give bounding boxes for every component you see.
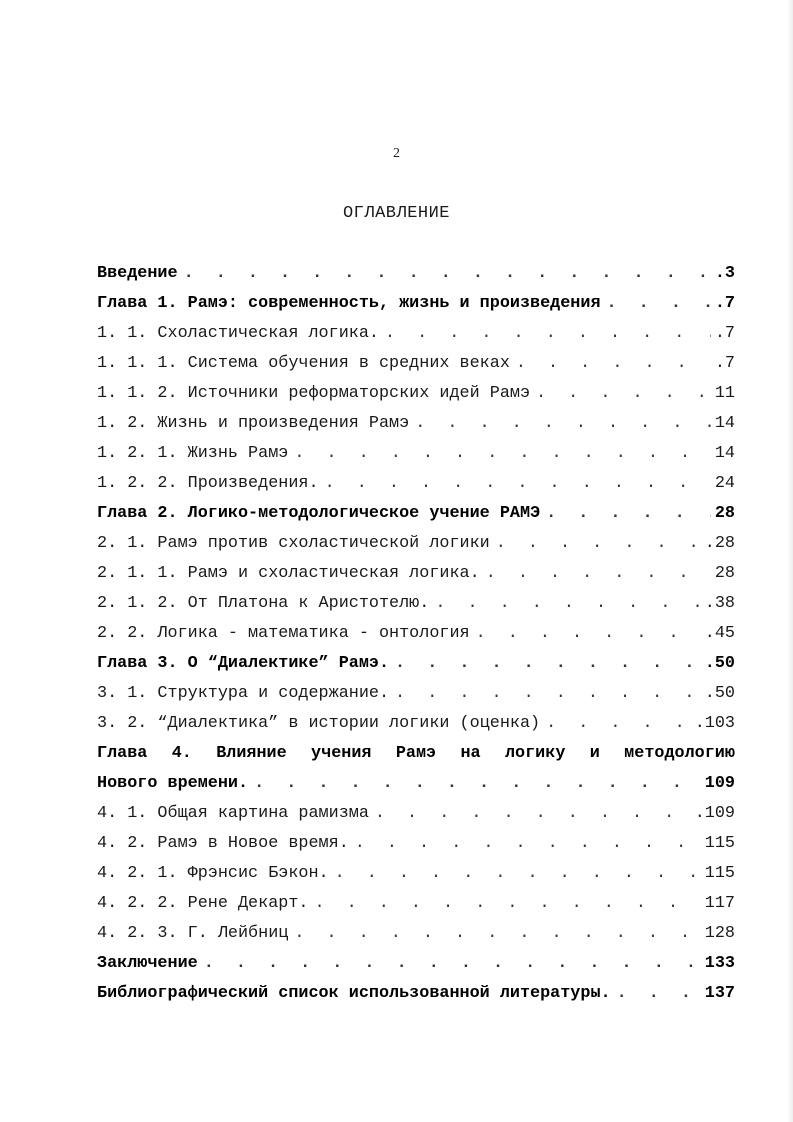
toc-entry-page: .50 <box>704 684 735 703</box>
toc-entry-label: Глава 3. О “Диалектике” Рамэ. <box>97 654 390 673</box>
toc-leader-dots <box>349 834 701 853</box>
toc-leader-dots <box>540 714 691 733</box>
toc-entry-label: 2. 1. 1. Рамэ и схоластическая логика. <box>97 564 480 583</box>
toc-heading-word: учения <box>311 744 372 763</box>
toc-heading-word: методологию <box>624 744 735 763</box>
toc-leader-dots <box>178 264 711 283</box>
toc-entry-page: 128 <box>704 924 735 943</box>
toc-entry-page: 133 <box>704 954 735 973</box>
toc-entry-page: 109 <box>704 774 735 793</box>
toc-entry-label: Введение <box>97 264 178 283</box>
toc-entry-page: 115 <box>704 864 735 883</box>
toc-entry-page: 24 <box>714 474 735 493</box>
toc-heading-word: Рамэ <box>395 744 437 763</box>
toc-leader-dots <box>288 924 700 943</box>
toc-entry[interactable] <box>97 294 735 324</box>
toc-entry-chapter4-line2[interactable] <box>97 774 735 804</box>
toc-entry[interactable] <box>97 624 735 654</box>
toc-entry-label: 4. 2. Рамэ в Новое время. <box>97 834 349 853</box>
toc-entry-page: .45 <box>704 624 735 643</box>
toc-entry-page: 117 <box>704 894 735 913</box>
toc-leader-dots <box>248 774 701 793</box>
toc-entry[interactable] <box>97 984 735 1014</box>
toc-entry-label: 1. 2. 1. Жизнь Рамэ <box>97 444 289 463</box>
toc-leader-dots <box>490 534 701 553</box>
toc-leader-dots <box>319 474 711 493</box>
toc-leader-dots <box>611 984 701 1003</box>
toc-entry-label: 1. 1. 2. Источники реформаторских идей Рамэ <box>97 384 531 403</box>
toc-leader-dots <box>480 564 711 583</box>
toc-entry-label: 1. 1. Схоластическая логика. <box>97 324 379 343</box>
toc-entry-label: 2. 1. 2. От Платона к Аристотелю. <box>97 594 430 613</box>
toc-entry[interactable] <box>97 384 735 414</box>
toc-entry-label: 2. 1. Рамэ против схоластической логики <box>97 534 490 553</box>
toc-leader-dots <box>329 864 701 883</box>
toc-entry[interactable] <box>97 534 735 564</box>
toc-leader-dots <box>601 294 711 313</box>
page-title: ОГЛАВЛЕНИЕ <box>342 204 451 223</box>
toc-entry-page: .7 <box>714 294 735 313</box>
toc-entry[interactable] <box>97 474 735 504</box>
toc-entry[interactable] <box>97 894 735 924</box>
toc-entry-page: .38 <box>704 594 735 613</box>
toc-entry-label: 1. 1. 1. Система обучения в средних веках <box>97 354 510 373</box>
toc-leader-dots <box>389 684 701 703</box>
toc-leader-dots <box>369 804 691 823</box>
toc-entry-label: 4. 2. 2. Рене Декарт. <box>97 894 309 913</box>
toc-entry-label: 1. 2. Жизнь и произведения Рамэ <box>97 414 410 433</box>
toc-entry-page: 11 <box>714 384 735 403</box>
toc-entry[interactable] <box>97 264 735 294</box>
toc-entry[interactable] <box>97 924 735 954</box>
toc-entry-page: .7 <box>714 324 735 343</box>
toc-entry[interactable] <box>97 324 735 354</box>
toc-entry-page: .28 <box>704 534 735 553</box>
toc-entry[interactable] <box>97 564 735 594</box>
toc-leader-dots <box>308 894 700 913</box>
toc-leader-dots <box>409 414 711 433</box>
toc-entry-page: 14 <box>714 444 735 463</box>
toc-entry-page: .3 <box>714 264 735 283</box>
toc-entry[interactable] <box>97 444 735 474</box>
toc-entry[interactable] <box>97 954 735 984</box>
toc-leader-dots <box>510 354 711 373</box>
table-of-contents <box>97 264 735 1014</box>
toc-entry[interactable] <box>97 804 735 834</box>
toc-entry-page: 14 <box>714 414 735 433</box>
page-edge-shadow <box>787 0 793 1122</box>
toc-leader-dots <box>288 444 711 463</box>
toc-heading-word: и <box>589 744 600 763</box>
toc-entry-page: 137 <box>704 984 735 1003</box>
toc-heading-word: на <box>460 744 481 763</box>
toc-leader-dots <box>389 654 701 673</box>
toc-entry-page: .7 <box>714 354 735 373</box>
toc-leader-dots <box>530 384 711 403</box>
toc-entry-page: 28 <box>714 564 735 583</box>
toc-entry-label: Библиографический список использованной литературы. <box>97 984 611 1003</box>
toc-heading-word: 4. <box>171 744 192 763</box>
toc-entry[interactable] <box>97 654 735 684</box>
toc-leader-dots <box>429 594 700 613</box>
toc-entry-label: 1. 2. 2. Произведения. <box>97 474 319 493</box>
toc-entry[interactable] <box>97 834 735 864</box>
toc-heading-word: Глава <box>97 744 148 763</box>
toc-entry-page: .109 <box>694 804 735 823</box>
toc-entry-page: .103 <box>694 714 735 733</box>
toc-entry[interactable] <box>97 684 735 714</box>
toc-leader-dots <box>198 954 701 973</box>
toc-entry-page: .50 <box>704 654 735 673</box>
toc-entry-chapter4-line1[interactable] <box>97 744 735 774</box>
toc-leader-dots <box>470 624 701 643</box>
toc-heading-word: логику <box>504 744 566 763</box>
toc-entry[interactable] <box>97 864 735 894</box>
toc-leader-dots <box>379 324 711 343</box>
toc-entry[interactable] <box>97 354 735 384</box>
toc-entry-label: Глава 1. Рамэ: современность, жизнь и произведения <box>97 294 601 313</box>
toc-heading-word: Влияние <box>216 744 287 763</box>
toc-entry-label: 4. 2. 3. Г. Лейбниц <box>97 924 289 943</box>
toc-entry-page: 115 <box>704 834 735 853</box>
toc-entry-page: 28 <box>714 504 735 523</box>
toc-entry-label: Глава 2. Логико-методологическое учение РАМЭ <box>97 504 541 523</box>
toc-entry-label: 3. 2. “Диалектика” в истории логики (оценка) <box>97 714 541 733</box>
toc-entry-label: 4. 2. 1. Фрэнсис Бэкон. <box>97 864 329 883</box>
toc-entry-label: 3. 1. Структура и содержание. <box>97 684 390 703</box>
toc-entry[interactable] <box>97 504 735 534</box>
toc-entry[interactable] <box>97 414 735 444</box>
toc-entry-label: 4. 1. Общая картина рамизма <box>97 804 369 823</box>
toc-entry-label: 2. 2. Логика - математика - онтология <box>97 624 470 643</box>
toc-leader-dots <box>540 504 711 523</box>
toc-entry[interactable] <box>97 714 735 744</box>
toc-entry[interactable] <box>97 594 735 624</box>
page-number: 2 <box>393 146 400 161</box>
toc-entry-label: Заключение <box>97 954 198 973</box>
toc-entry-label: Нового времени. <box>97 774 249 793</box>
